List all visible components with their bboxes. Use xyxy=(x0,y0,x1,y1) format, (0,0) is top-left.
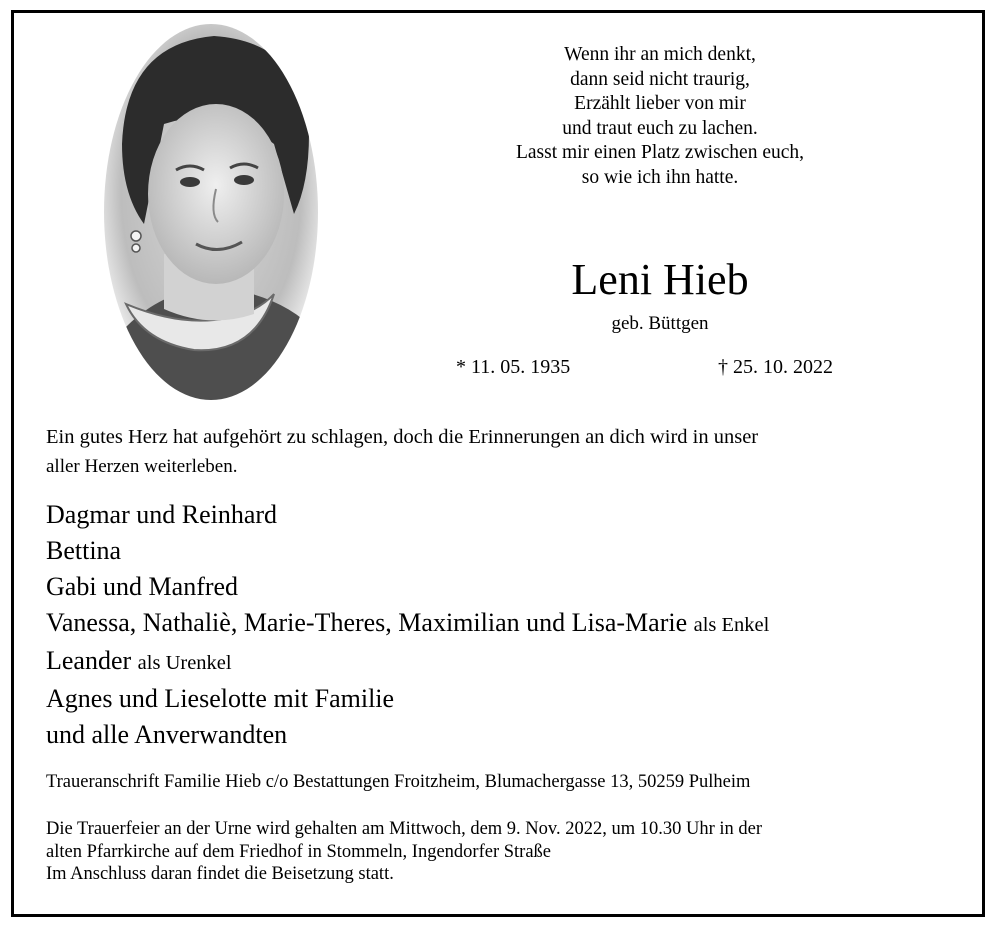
intro-text xyxy=(46,422,946,482)
great-grandchild-name: Leander xyxy=(46,646,132,675)
service-line: Im Anschluss daran findet die Beisetzung statt. xyxy=(46,864,394,884)
mourner-line xyxy=(46,605,966,643)
mourning-address: Traueranschrift Familie Hieb c/o Bestattungen Froitzheim, Blumachergasse 13, 50259 Pulheim xyxy=(46,772,751,792)
poem-line: Erzählt lieber von mir xyxy=(574,93,746,114)
deceased-name: Leni Hieb xyxy=(571,255,749,304)
death-date: † 25. 10. 2022 xyxy=(718,356,833,378)
mourner-line xyxy=(46,643,966,681)
portrait-photo xyxy=(104,24,318,400)
mourner-line: Bettina xyxy=(46,536,122,565)
mourner-line: Dagmar und Reinhard xyxy=(46,500,278,529)
poem-line: Wenn ihr an mich denkt, xyxy=(564,44,756,65)
birth-name: geb. Büttgen xyxy=(611,313,709,334)
service-info xyxy=(46,818,966,886)
poem-line: so wie ich ihn hatte. xyxy=(581,166,739,188)
intro-line: aller Herzen weiterleben. xyxy=(46,456,238,477)
mourner-line: und alle Anverwandten xyxy=(46,720,288,749)
poem-line: Lasst mir einen Platz zwischen euch, xyxy=(515,142,805,163)
grandchildren-names: Vanessa, Nathaliè, Marie-Theres, Maximilian und Lisa-Marie xyxy=(46,608,688,637)
intro-line: Ein gutes Herz hat aufgehört zu schlagen, doch die Erinnerungen an dich wird in unser xyxy=(46,426,759,448)
poem-line: dann seid nicht traurig, xyxy=(570,68,750,90)
poem xyxy=(420,43,900,190)
relation-label: als Urenkel xyxy=(137,652,232,674)
service-line: alten Pfarrkirche auf dem Friedhof in Stommeln, Ingendorfer Straße xyxy=(46,841,551,862)
mourners-list xyxy=(46,497,966,753)
relation-label: als Enkel xyxy=(693,614,770,636)
mourner-line: Agnes und Lieselotte mit Familie xyxy=(46,684,395,713)
mourner-line: Gabi und Manfred xyxy=(46,572,239,601)
service-line: Die Trauerfeier an der Urne wird gehalten am Mittwoch, dem 9. Nov. 2022, um 10.30 Uhr in der xyxy=(46,819,763,839)
birth-date: * 11. 05. 1935 xyxy=(456,356,571,378)
poem-line: und traut euch zu lachen. xyxy=(562,117,758,139)
